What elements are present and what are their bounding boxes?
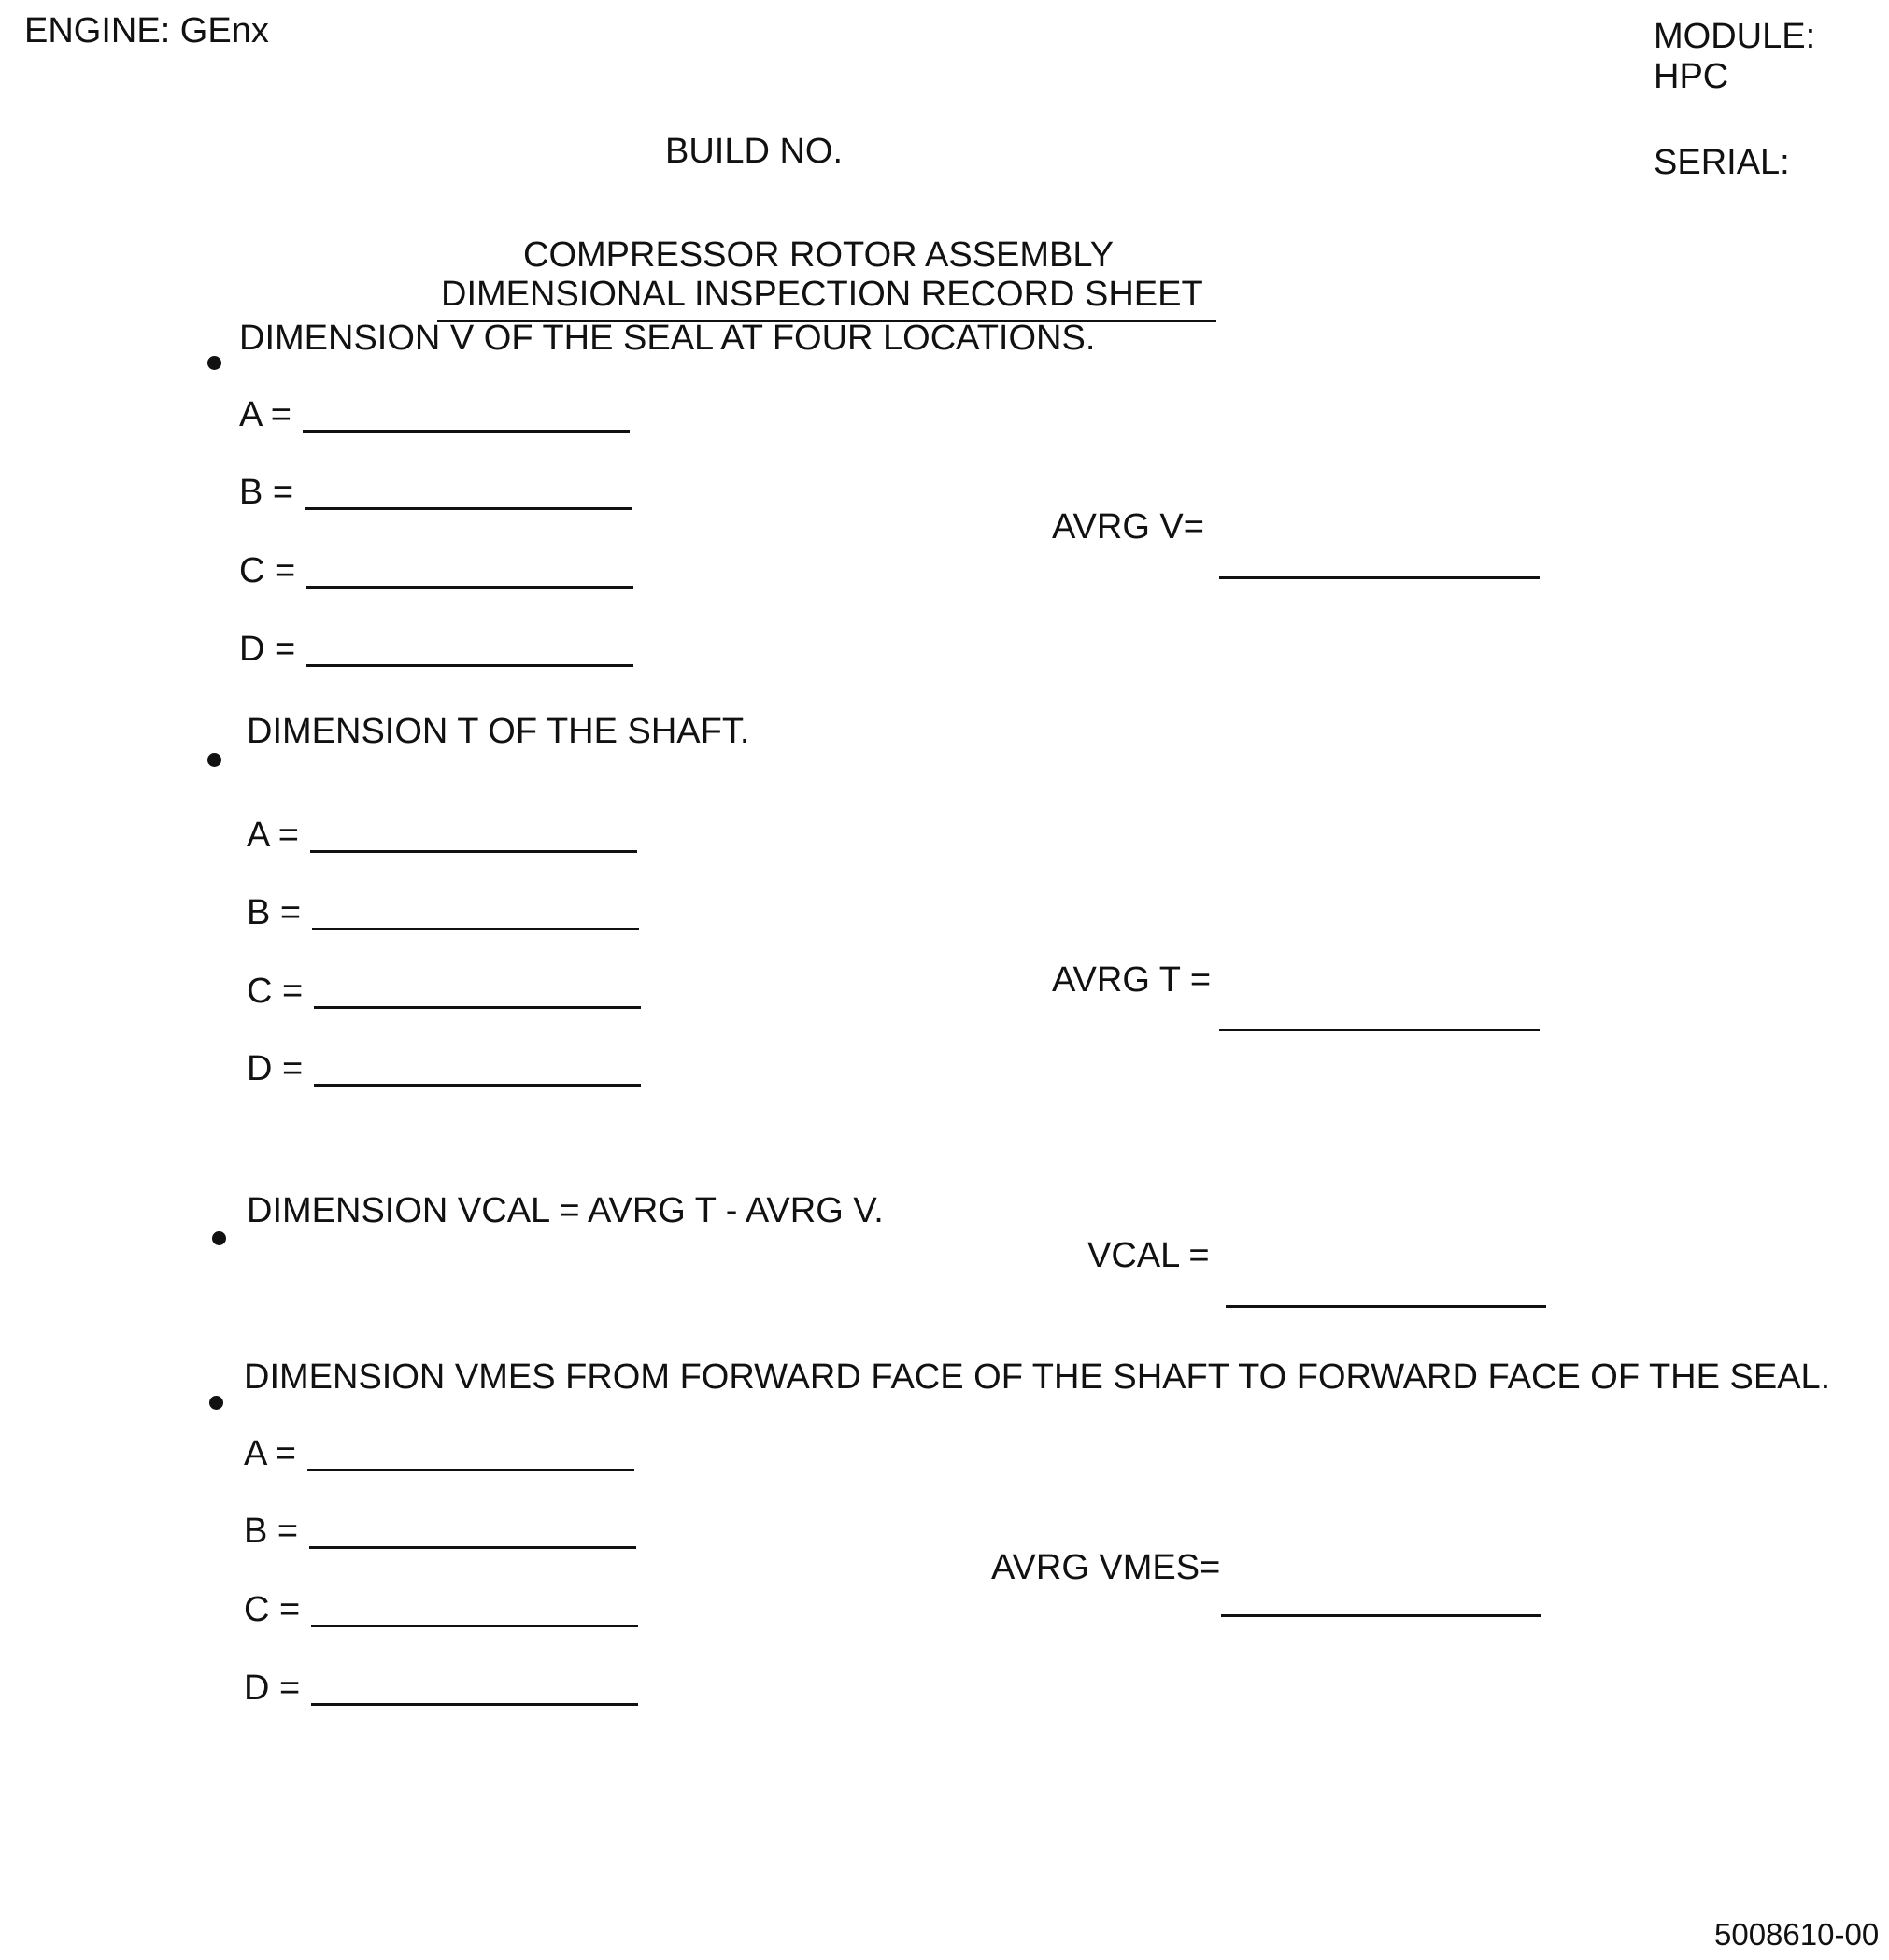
section-3-result-blank[interactable]	[1226, 1305, 1546, 1308]
section-2-average-blank[interactable]	[1219, 1029, 1540, 1031]
section-1-average-label: AVRG V=	[1052, 507, 1204, 547]
title-line-2: DIMENSIONAL INSPECTION RECORD SHEET	[441, 275, 1203, 314]
value-blank[interactable]	[312, 896, 639, 930]
value-blank[interactable]	[306, 632, 633, 667]
section-3-result-label: VCAL =	[1087, 1236, 1210, 1275]
value-blank[interactable]	[309, 1514, 636, 1549]
field-label: A =	[247, 816, 299, 855]
value-blank[interactable]	[310, 818, 637, 853]
section-4-average-blank[interactable]	[1221, 1614, 1541, 1617]
section-4-field-b[interactable]	[244, 1513, 636, 1549]
section-4-field-a[interactable]	[244, 1436, 634, 1471]
value-blank[interactable]	[305, 476, 632, 510]
section-3-bullet	[212, 1231, 226, 1245]
field-label: C =	[247, 972, 304, 1011]
section-1-field-c[interactable]	[239, 553, 633, 589]
section-1-bullet	[207, 356, 221, 370]
section-3-heading: DIMENSION VCAL = AVRG T - AVRG V.	[247, 1191, 884, 1230]
field-label: A =	[244, 1434, 296, 1473]
field-label: D =	[244, 1669, 301, 1708]
field-label: A =	[239, 395, 291, 434]
title-line-1: COMPRESSOR ROTOR ASSEMBLY	[523, 235, 1115, 275]
section-4-heading: DIMENSION VMES FROM FORWARD FACE OF THE SHAFT TO FORWARD FACE OF THE SEAL.	[244, 1357, 1831, 1397]
section-1-field-a[interactable]	[239, 397, 630, 433]
value-blank[interactable]	[307, 1437, 634, 1471]
section-1-field-b[interactable]	[239, 475, 632, 510]
field-label: D =	[239, 630, 296, 669]
section-4-bullet	[209, 1396, 223, 1410]
section-2-field-d[interactable]	[247, 1051, 641, 1087]
section-1-average-blank[interactable]	[1219, 576, 1540, 579]
value-blank[interactable]	[303, 398, 630, 433]
build-number-label: BUILD NO.	[665, 132, 844, 171]
value-blank[interactable]	[311, 1593, 638, 1627]
section-4-field-d[interactable]	[244, 1670, 638, 1706]
section-1-heading: DIMENSION V OF THE SEAL AT FOUR LOCATIONS.	[239, 319, 1096, 358]
field-label: C =	[244, 1590, 301, 1629]
value-blank[interactable]	[306, 554, 633, 589]
section-2-average-label: AVRG T =	[1052, 960, 1212, 1000]
value-blank[interactable]	[311, 1671, 638, 1706]
field-label: C =	[239, 551, 296, 590]
serial-label: SERIAL:	[1654, 143, 1790, 182]
module-label: MODULE:	[1654, 17, 1816, 56]
section-4-field-c[interactable]	[244, 1592, 638, 1627]
section-2-heading: DIMENSION T OF THE SHAFT.	[247, 712, 750, 751]
field-label: B =	[244, 1512, 299, 1551]
field-label: B =	[247, 893, 302, 932]
field-label: D =	[247, 1049, 304, 1088]
value-blank[interactable]	[314, 974, 641, 1009]
section-1-field-d[interactable]	[239, 632, 633, 667]
field-label: B =	[239, 473, 294, 512]
section-2-field-a[interactable]	[247, 817, 637, 853]
section-2-field-c[interactable]	[247, 973, 641, 1009]
engine-label: ENGINE: GEnx	[24, 11, 269, 50]
section-2-bullet	[207, 753, 221, 767]
section-4-average-label: AVRG VMES=	[991, 1548, 1221, 1587]
value-blank[interactable]	[314, 1052, 641, 1087]
module-value: HPC	[1654, 57, 1729, 96]
section-2-field-b[interactable]	[247, 895, 639, 930]
document-number: 5008610-00	[1714, 1917, 1880, 1952]
